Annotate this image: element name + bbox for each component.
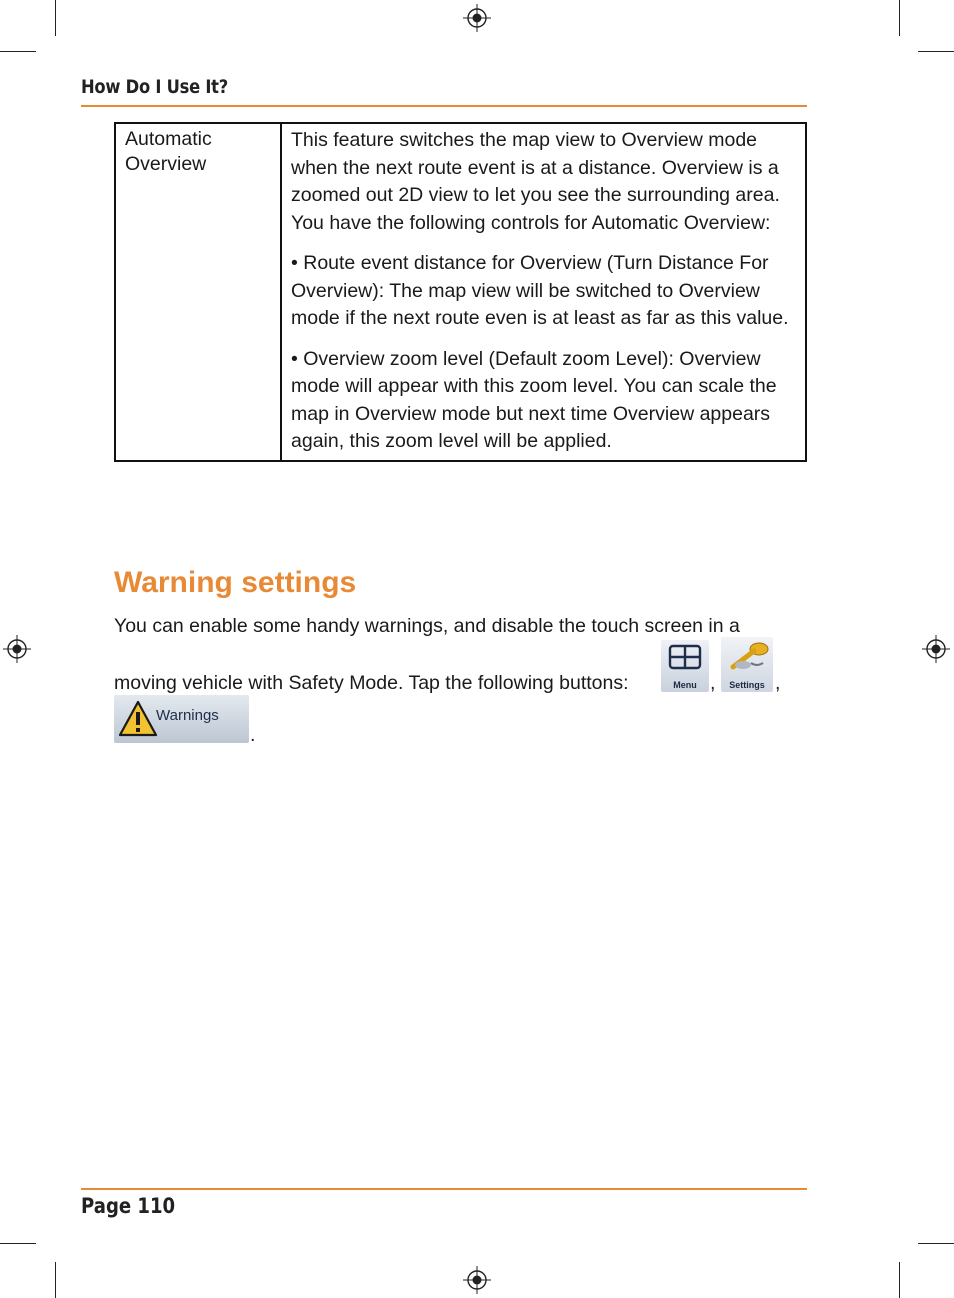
settings-table bbox=[114, 122, 807, 462]
crop-mark bbox=[55, 0, 56, 36]
crop-mark bbox=[918, 1243, 954, 1244]
separator: , bbox=[710, 672, 716, 694]
header-rule bbox=[81, 105, 807, 107]
footer-rule bbox=[81, 1188, 807, 1190]
wrench-icon bbox=[721, 637, 773, 675]
registration-mark-icon bbox=[922, 635, 950, 663]
settings-button-image bbox=[721, 637, 773, 692]
separator: , bbox=[775, 672, 781, 694]
running-header: How Do I Use It? bbox=[81, 76, 228, 98]
body-text-line: You can enable some handy warnings, and disable the touch screen in a bbox=[114, 615, 740, 637]
crop-mark bbox=[0, 1243, 36, 1244]
setting-description bbox=[281, 123, 806, 461]
sentence-end: . bbox=[250, 724, 256, 746]
description-paragraph: This feature switches the map view to Overview mode when the next route event is at a distance. Overview is a zoomed out 2D view to let you see the surrounding area. You have the following controls for Automatic Overview: bbox=[291, 129, 780, 234]
menu-button-caption: Menu bbox=[673, 680, 697, 690]
crop-mark bbox=[899, 0, 900, 36]
section-heading: Warning settings bbox=[114, 566, 357, 599]
description-bullet: • Route event distance for Overview (Turn Distance For Overview): The map view will be switched to Overview mode if the next route even is at least as far as this value. bbox=[291, 252, 789, 329]
body-text-line: moving vehicle with Safety Mode. Tap the following buttons: bbox=[114, 672, 629, 694]
crop-mark bbox=[55, 1262, 56, 1298]
table-row bbox=[115, 123, 806, 461]
registration-mark-icon bbox=[463, 1266, 491, 1294]
setting-name: Automatic Overview bbox=[115, 123, 281, 461]
registration-mark-icon bbox=[3, 635, 31, 663]
crop-mark bbox=[918, 51, 954, 52]
crop-mark bbox=[0, 51, 36, 52]
warning-triangle-icon bbox=[118, 699, 158, 739]
menu-grid-icon bbox=[661, 642, 709, 678]
warnings-button-image bbox=[114, 695, 249, 743]
warnings-button-caption: Warnings bbox=[156, 707, 219, 724]
settings-button-caption: Settings bbox=[729, 680, 765, 690]
description-bullet: • Overview zoom level (Default zoom Level): Overview mode will appear with this zoom level. You can scale the map in Overview mode but next time Overview appears again, this zoom level will be applied. bbox=[291, 347, 777, 452]
crop-mark bbox=[899, 1262, 900, 1298]
menu-button-image bbox=[661, 640, 709, 692]
page-number: Page 110 bbox=[81, 1194, 176, 1218]
registration-mark-icon bbox=[463, 4, 491, 32]
